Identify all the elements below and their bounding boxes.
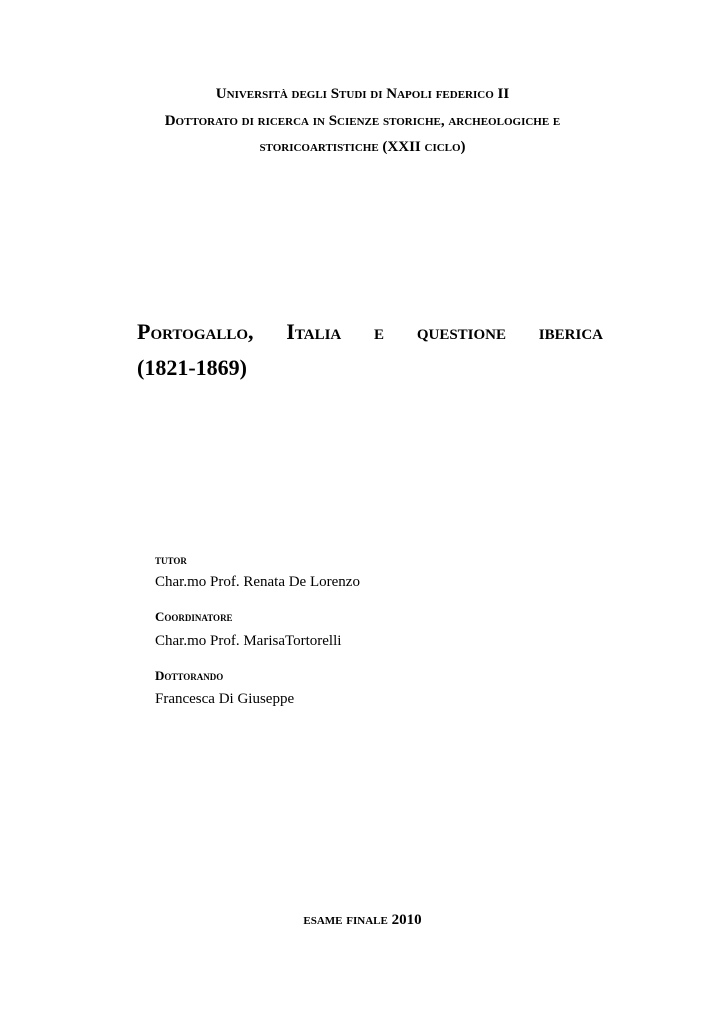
doctoral-candidate-name: Francesca Di Giuseppe bbox=[155, 691, 295, 707]
doctorate-program-cycle: storicoartistiche (XXII ciclo) bbox=[259, 139, 466, 155]
thesis-title: Portogallo, Italia e questione iberica bbox=[137, 319, 603, 344]
coordinator-label: Coordinatore bbox=[155, 609, 233, 624]
tutor-label: tutor bbox=[155, 552, 187, 567]
doctorate-program: Dottorato di ricerca in Scienze storiche, archeologiche e bbox=[164, 113, 561, 129]
university-name: Università degli Studi di Napoli federico II bbox=[215, 86, 510, 102]
doctoral-candidate-label: Dottorando bbox=[155, 668, 224, 683]
thesis-title-dates: (1821-1869) bbox=[137, 355, 247, 380]
tutor-name: Char.mo Prof. Renata De Lorenzo bbox=[155, 574, 360, 590]
final-exam-year: esame finale 2010 bbox=[303, 912, 422, 928]
coordinator-name: Char.mo Prof. MarisaTortorelli bbox=[155, 633, 342, 649]
